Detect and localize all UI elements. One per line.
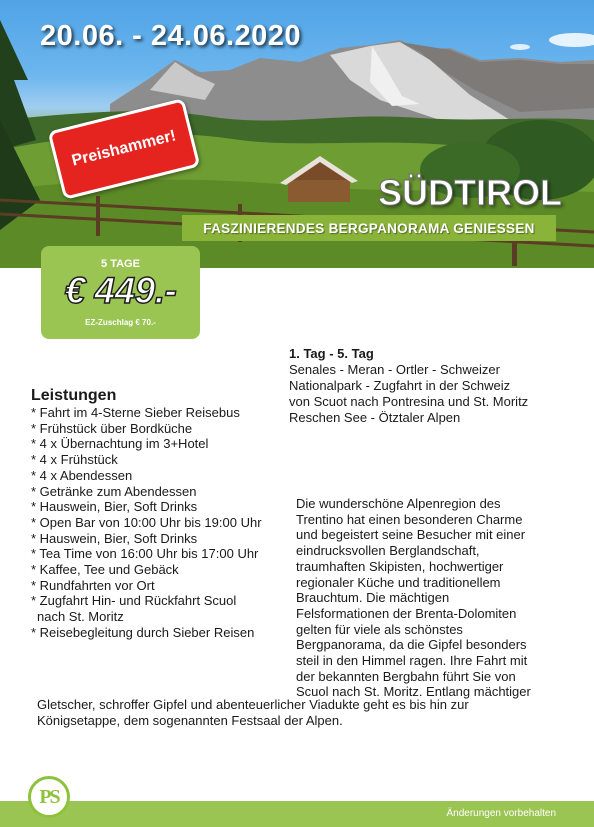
itinerary-line: von Scuot nach Pontresina und St. Moritz xyxy=(289,394,529,409)
list-item: * Frühstück über Bordküche xyxy=(31,420,193,436)
itinerary-line: Senales - Meran - Ortler - Schweizer xyxy=(289,362,500,377)
description-line: Gletscher, schroffer Gipfel und abenteuerlicher Viadukte geht es bis hin zur xyxy=(37,697,469,712)
list-item: * Hauswein, Bier, Soft Drinks xyxy=(31,530,198,546)
date-range-title: 20.06. - 24.06.2020 xyxy=(40,20,302,52)
region-title: SÜDTIROL xyxy=(378,172,562,213)
price-box xyxy=(41,246,200,339)
description-line: Trentino hat einen besonderen Charme xyxy=(296,511,523,527)
list-item: * Open Bar von 10:00 Uhr bis 19:00 Uhr xyxy=(31,514,262,530)
tagline-banner: FASZINIERENDES BERGPANORAMA GENIESSEN xyxy=(182,215,556,241)
itinerary-section xyxy=(289,346,579,426)
list-item: * Getränke zum Abendessen xyxy=(31,483,197,499)
list-item: * Rundfahrten vor Ort xyxy=(31,577,155,593)
list-item: * Hauswein, Bier, Soft Drinks xyxy=(31,499,198,515)
description-line: regionaler Küche und traditionellem xyxy=(296,574,501,590)
trip-duration: 5 TAGE xyxy=(101,258,140,270)
logo-mark: PS xyxy=(39,785,59,808)
description-line: Felsformationen der Brenta-Dolomiten xyxy=(296,605,517,621)
list-item: * Kaffee, Tee und Gebäck xyxy=(31,562,179,578)
badge-label: Preishammer! xyxy=(70,127,178,170)
description-line: und begeistert seine Besucher mit einer xyxy=(296,527,526,543)
services-list xyxy=(31,405,262,641)
hero-image xyxy=(0,0,594,268)
description-line: eindrucksvollen Berglandschaft, xyxy=(296,543,480,559)
services-title: Leistungen xyxy=(31,387,117,404)
description-continuation xyxy=(37,697,567,728)
description-line: Königsetappe, dem sogenannten Festsaal der Alpen. xyxy=(37,712,343,728)
itinerary-line: Reschen See - Ötztaler Alpen xyxy=(289,410,461,425)
list-item: * Zugfahrt Hin- und Rückfahrt Scuol xyxy=(31,593,237,609)
description-line: gelten für viele als schönstes xyxy=(296,621,463,637)
description-column xyxy=(296,496,561,700)
footer-bar xyxy=(0,801,594,827)
company-logo xyxy=(28,776,70,818)
single-room-supplement: EZ-Zuschlag € 70.- xyxy=(85,318,156,327)
itinerary-heading: 1. Tag - 5. Tag xyxy=(289,346,374,361)
list-item: * Reisebegleitung durch Sieber Reisen xyxy=(31,624,255,640)
description-line: Brauchtum. Die mächtigen xyxy=(296,590,450,606)
price-amount: € 449.- xyxy=(64,270,177,311)
description-line: Scuol nach St. Moritz. Entlang mächtiger xyxy=(296,684,531,700)
list-item: * 4 x Abendessen xyxy=(31,467,133,483)
list-item: * Fahrt im 4-Sterne Sieber Reisebus xyxy=(31,405,240,420)
description-line: steil in den Himmel ragen. Ihre Fahrt mit xyxy=(296,653,528,669)
description-line: traumhaften Skipisten, hochwertiger xyxy=(296,558,504,574)
disclaimer-note: Änderungen vorbehalten xyxy=(446,808,556,819)
list-item: nach St. Moritz xyxy=(37,609,124,625)
itinerary-line: Nationalpark - Zugfahrt in der Schweiz xyxy=(289,378,511,393)
list-item: * 4 x Übernachtung im 3+Hotel xyxy=(31,436,209,452)
list-item: * Tea Time von 16:00 Uhr bis 17:00 Uhr xyxy=(31,546,259,562)
description-line: Die wunderschöne Alpenregion des xyxy=(296,496,501,511)
description-line: der bekannten Bergbahn führt Sie von xyxy=(296,668,516,684)
itinerary-text xyxy=(289,362,579,426)
description-line: Bergpanorama, da die Gipfel besonders xyxy=(296,637,527,653)
list-item: * 4 x Frühstück xyxy=(31,452,118,468)
